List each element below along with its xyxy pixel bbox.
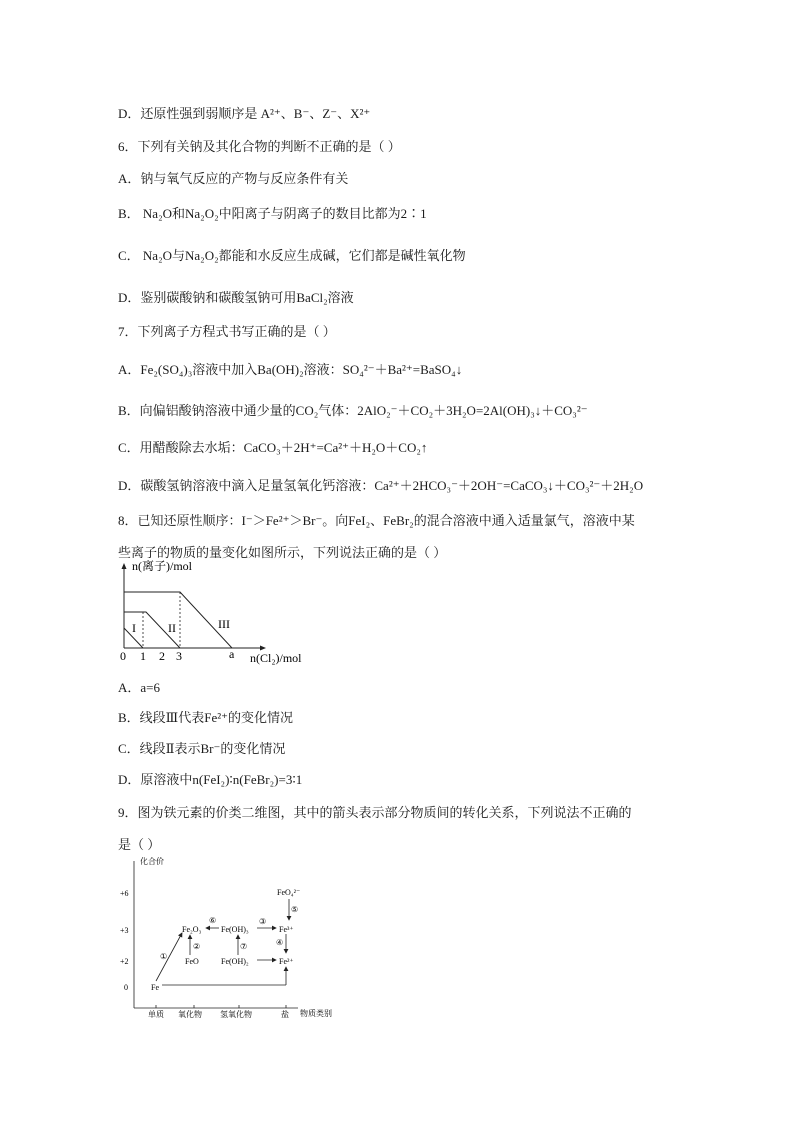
graph9-ylabel: 化合价 <box>140 857 164 866</box>
ytick-plus3: +3 <box>120 926 129 935</box>
segment-label-I: I <box>132 621 136 635</box>
ytick-0: 0 <box>124 983 128 992</box>
segment-label-III: III <box>218 617 230 631</box>
tick-0: 0 <box>120 649 126 663</box>
question-9-line2: 是（ ） <box>118 837 161 852</box>
species-FeOH2: Fe(OH)₂ <box>221 957 249 966</box>
graph8-ylabel: n(离子)/mol <box>132 560 192 573</box>
segment-III-line <box>124 592 232 648</box>
tick-3: 3 <box>176 649 182 663</box>
arrow-label-1: ① <box>160 952 168 961</box>
species-FeOH3: Fe(OH)₃ <box>221 925 249 934</box>
option-8a: A．a=6 <box>118 680 160 695</box>
tick-2: 2 <box>159 649 165 663</box>
x-axis-arrow <box>260 646 266 651</box>
option-6d: D．鉴别碳酸钠和碳酸氢钠可用BaCl₂溶液 <box>118 290 354 305</box>
species-Fe2plus: Fe²⁺ <box>279 957 294 966</box>
option-6b: B． Na₂O和Na₂O₂中阳离子与阴离子的数目比都为2∶1 <box>118 206 427 221</box>
segment-label-II: II <box>168 621 176 635</box>
question-7: 7．下列离子方程式书写正确的是（ ） <box>118 324 336 339</box>
xtick-element: 单质 <box>148 1010 164 1019</box>
graph9-xlabel: 物质类别 <box>300 1009 332 1018</box>
option-7a: A．Fe₂(SO₄)₃溶液中加入Ba(OH)₂溶液：SO₄²⁻＋Ba²⁺=BaSO₄↓ <box>118 362 463 377</box>
tick-1: 1 <box>140 649 146 663</box>
species-FeO4: FeO₄²⁻ <box>277 888 301 897</box>
species-Fe3plus: Fe³⁺ <box>279 925 294 934</box>
iron-valence-class-diagram <box>116 853 346 1023</box>
xtick-hydroxide: 氢氧化物 <box>220 1010 252 1019</box>
option-5d: D．还原性强到弱顺序是 A²⁺、B⁻、Z⁻、X²⁺ <box>118 106 371 121</box>
tick-a: a <box>229 647 235 661</box>
ion-amount-graph <box>112 560 322 670</box>
option-8b: B．线段Ⅲ代表Fe²⁺的变化情况 <box>118 710 293 725</box>
arrow-label-2: ② <box>193 942 201 951</box>
arrow-label-4: ④ <box>276 938 284 947</box>
ytick-plus6: +6 <box>120 889 129 898</box>
option-8d: D．原溶液中n(FeI₂)∶n(FeBr₂)=3∶1 <box>118 772 303 787</box>
arrow-label-3: ③ <box>259 917 267 926</box>
arrow-label-7: ⑦ <box>240 942 248 951</box>
option-7d: D．碳酸氢钠溶液中滴入足量氢氧化钙溶液：Ca²⁺＋2HCO₃⁻＋2OH⁻=CaCO₃↓＋CO₃²⁻＋2H₂O <box>118 478 644 493</box>
option-8c: C．线段Ⅱ表示Br⁻的变化情况 <box>118 741 286 756</box>
xtick-oxide: 氧化物 <box>178 1010 202 1019</box>
question-6: 6．下列有关钠及其化合物的判断不正确的是（ ） <box>118 139 401 154</box>
option-6a: A．钠与氧气反应的产物与反应条件有关 <box>118 171 349 186</box>
y-axis-arrow <box>122 563 127 569</box>
option-7b: B．向偏铝酸钠溶液中通少量的CO₂气体：2AlO₂⁻＋CO₂＋3H₂O=2Al(OH)₃↓＋CO₃²⁻ <box>118 403 588 418</box>
xtick-salt: 盐 <box>281 1010 289 1019</box>
option-7c: C．用醋酸除去水垢：CaCO₃＋2H⁺=Ca²⁺＋H₂O＋CO₂↑ <box>118 440 428 455</box>
question-8-line2: 些离子的物质的量变化如图所示，下列说法正确的是（ ） <box>118 545 447 560</box>
ytick-plus2: +2 <box>120 957 129 966</box>
question-9-line1: 9．图为铁元素的价类二维图，其中的箭头表示部分物质间的转化关系，下列说法不正确的 <box>118 805 632 820</box>
arrow-label-6: ⑥ <box>209 916 217 925</box>
species-FeO: FeO <box>185 957 199 966</box>
species-Fe2O3: Fe₂O₃ <box>182 925 202 934</box>
graph8-xlabel: n(Cl₂)/mol <box>250 651 302 665</box>
option-6c: C． Na₂O与Na₂O₂都能和水反应生成碱，它们都是碱性氧化物 <box>118 248 466 263</box>
species-Fe: Fe <box>151 983 159 992</box>
arrow-label-5: ⑤ <box>291 905 299 914</box>
question-8-line1: 8．已知还原性顺序：I⁻＞Fe²⁺＞Br⁻。向FeI₂、FeBr₂的混合溶液中通入适量氯气，溶液中某 <box>118 513 635 528</box>
